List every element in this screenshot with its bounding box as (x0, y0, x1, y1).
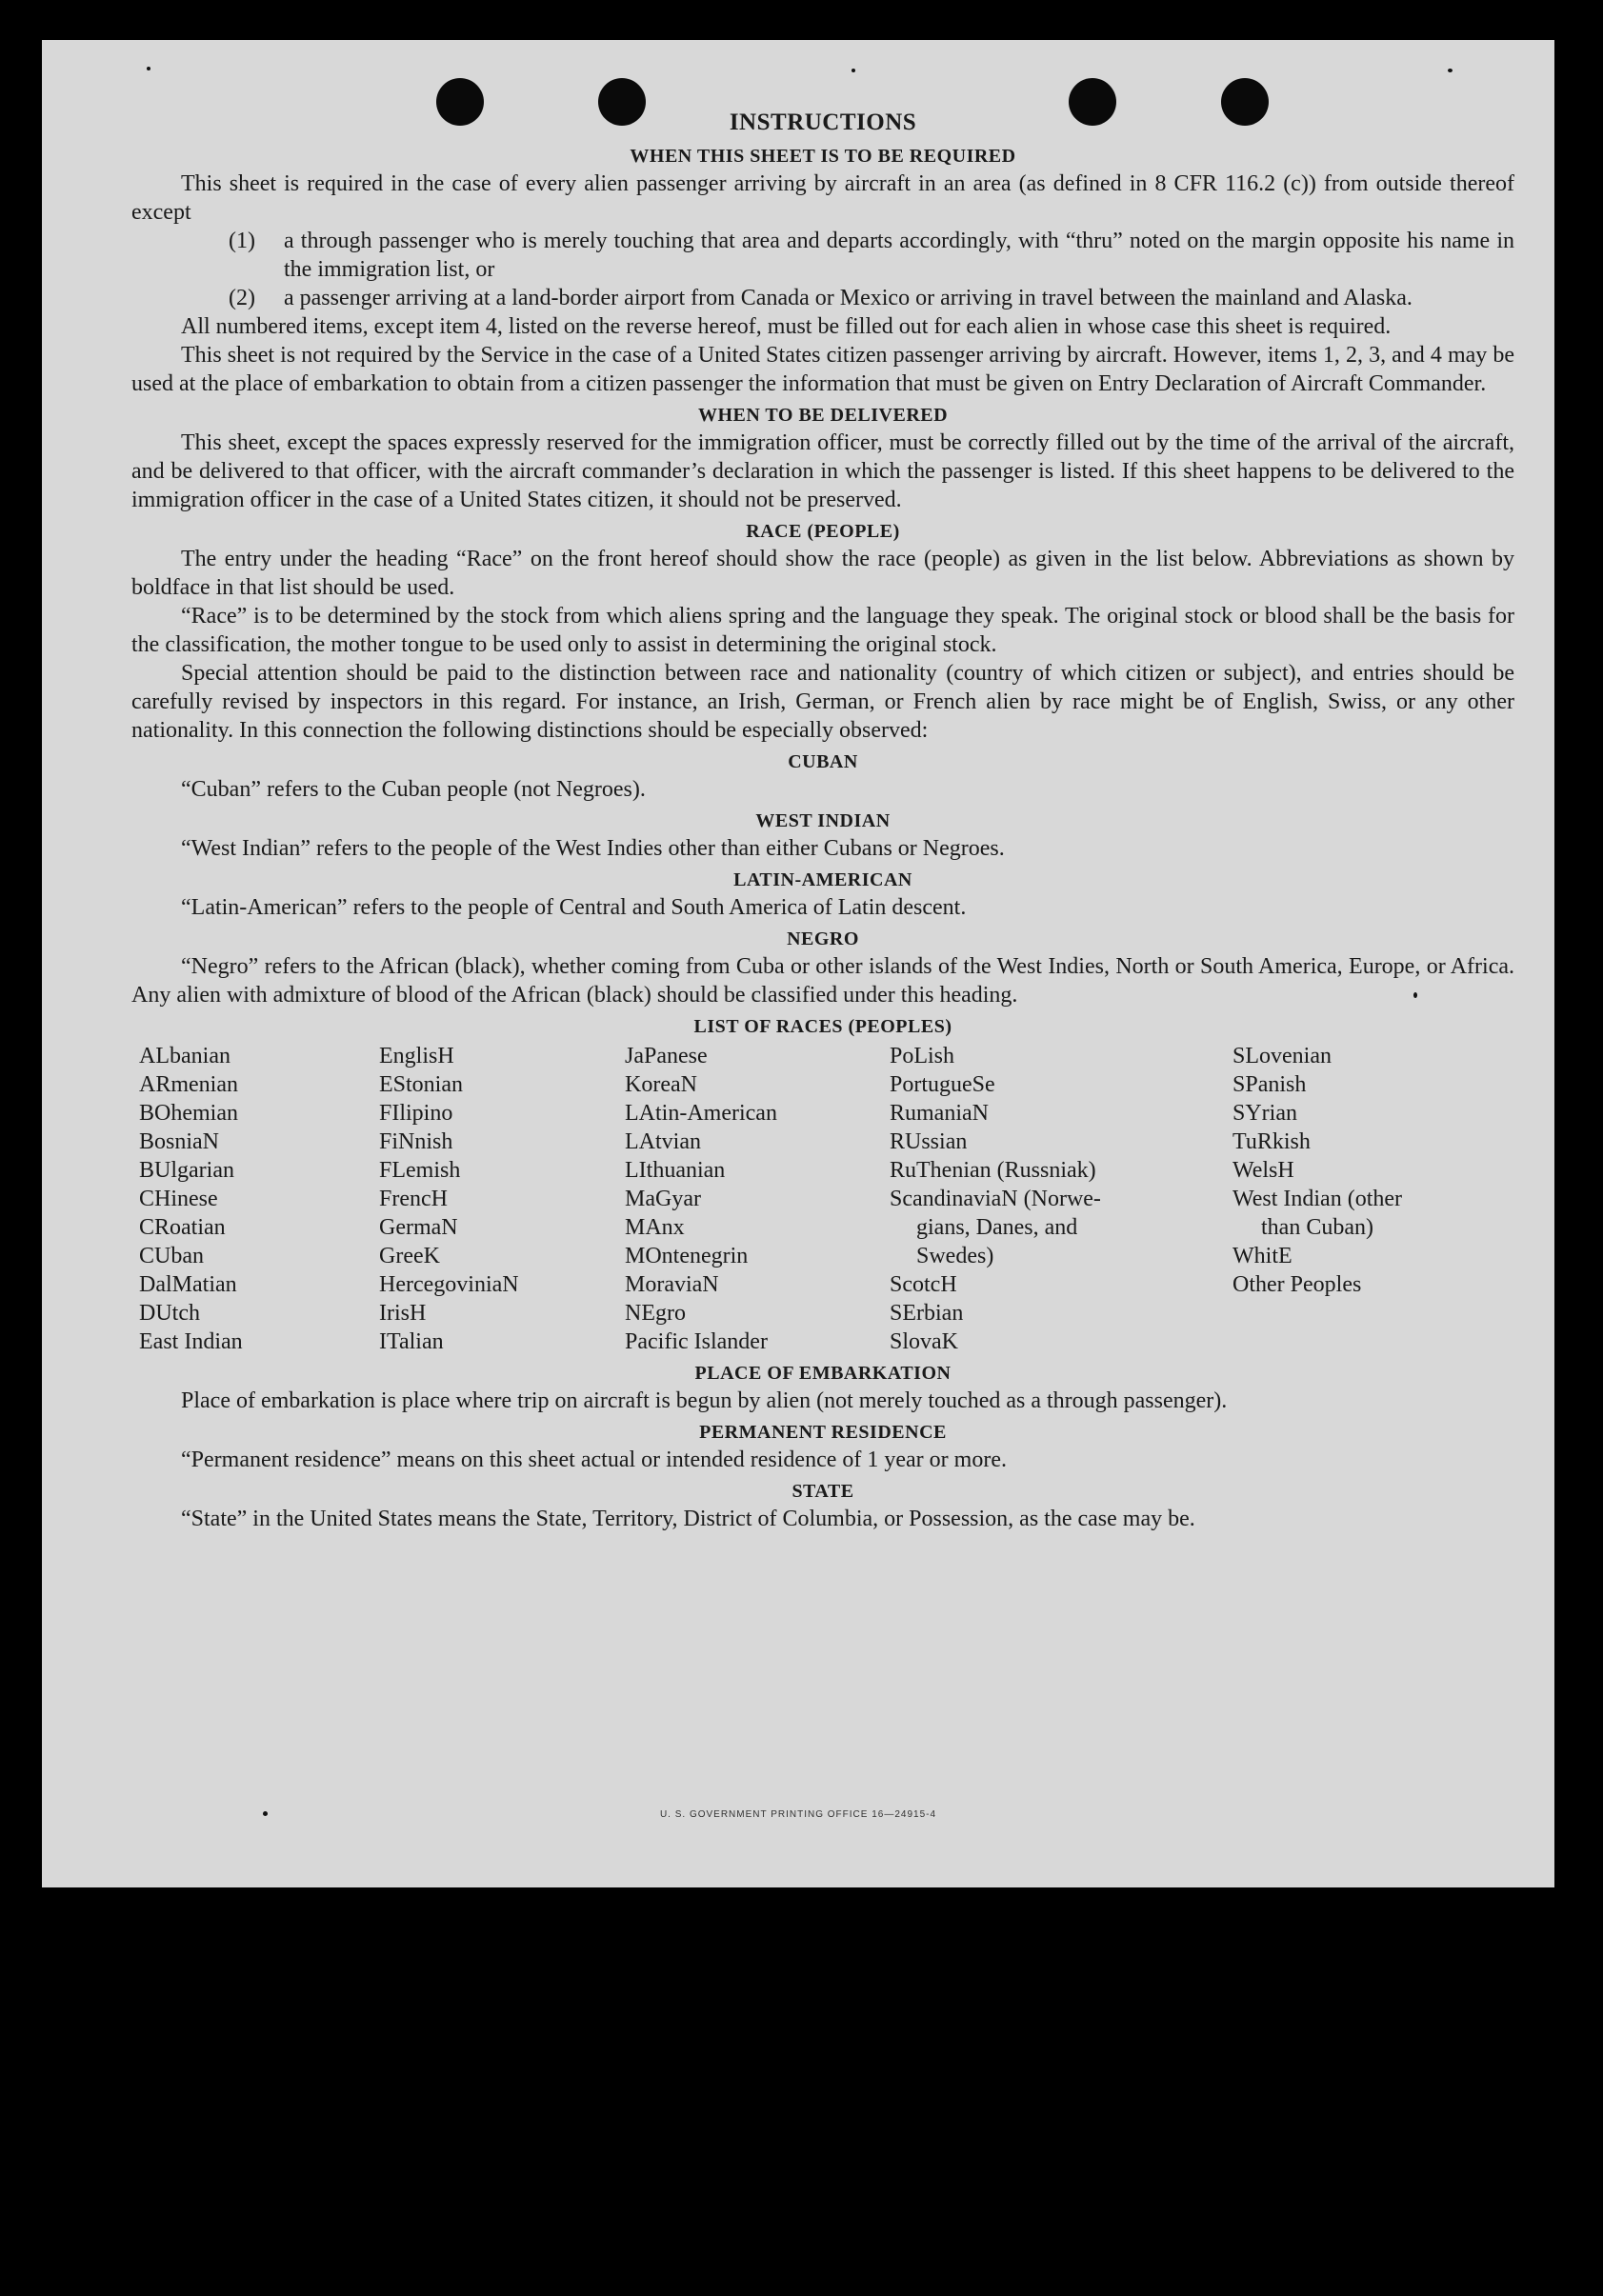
item-number: (1) (229, 229, 255, 253)
race-entry: LAtin-American (625, 1101, 777, 1126)
section-heading-residence: PERMANENT RESIDENCE (699, 1422, 947, 1443)
embarkation-text: Place of embarkation is place where trip on aircraft is begun by alien (not merely touched as a through passenger). (181, 1388, 1228, 1413)
race-entry: gians, Danes, and (916, 1215, 1078, 1240)
race-entry: HercegoviniaN (379, 1272, 519, 1297)
race-entry: Pacific Islander (625, 1329, 768, 1354)
required-para-2: All numbered items, except item 4, listed on the reverse hereof, must be filled out for each alien in whose case this sheet is required. (181, 314, 1392, 339)
race-entry: BUlgarian (139, 1158, 234, 1183)
race-entry: FLemish (379, 1158, 461, 1183)
document-sheet (42, 40, 1554, 1887)
race-entry: RUssian (890, 1129, 968, 1154)
races-column (379, 1042, 625, 1356)
race-entry: CRoatian (139, 1215, 226, 1240)
printing-office-footer: U. S. GOVERNMENT PRINTING OFFICE 16—24915-4 (659, 1809, 937, 1820)
race-entry: ARmenian (139, 1072, 238, 1097)
section-heading-delivered: WHEN TO BE DELIVERED (697, 405, 949, 426)
ink-speck (852, 69, 855, 72)
latin-american-text: “Latin-American” refers to the people of Central and South America of Latin descent. (181, 895, 967, 920)
races-column (890, 1042, 1232, 1356)
race-entry: Swedes) (916, 1244, 994, 1268)
races-table (139, 1042, 1514, 1356)
race-entry: East Indian (139, 1329, 243, 1354)
ink-speck (1448, 69, 1453, 72)
race-entry: PoLish (890, 1044, 955, 1068)
state-text: “State” in the United States means the State, Territory, District of Columbia, or Possession, as the case may be. (181, 1507, 1195, 1531)
section-heading-required: WHEN THIS SHEET IS TO BE REQUIRED (630, 146, 1016, 167)
race-entry: than Cuban) (1261, 1215, 1373, 1240)
race-entry: KoreaN (625, 1072, 697, 1097)
race-entry: FIlipino (379, 1101, 453, 1126)
race-para-3: Special attention should be paid to the distinction between race and nationality (country of which citizen or subject), and entries should be carefully revised by inspectors in this regard. For instance, an Irish, German, or French alien by race might be of English, Swiss, or any other nationality. In this connection the following distinctions should be especially observed: (131, 661, 1514, 743)
race-entry: MaGyar (625, 1187, 701, 1211)
delivered-text: This sheet, except the spaces expressly reserved for the immigration officer, must be correctly filled out by the time of the arrival of the aircraft, and be delivered to that officer, with the aircraft commander’s declaration in which the passenger is listed. If this sheet happens to be delivered to the immigration officer in the case of a United States citizen, it should not be preserved. (131, 430, 1514, 512)
race-entry: CUban (139, 1244, 204, 1268)
cuban-text: “Cuban” refers to the Cuban people (not Negroes). (181, 777, 646, 802)
race-entry: SLovenian (1232, 1044, 1332, 1068)
race-entry: LIthuanian (625, 1158, 726, 1183)
race-entry: MOntenegrin (625, 1244, 749, 1268)
race-entry: West Indian (other (1232, 1187, 1403, 1211)
negro-text: “Negro” refers to the African (black), whether coming from Cuba or other islands of the West Indies, North or South America, Europe, or Africa. Any alien with admixture of blood of the African (black) should be classified under this heading. (131, 954, 1514, 1008)
instructions-body (131, 107, 1514, 1533)
race-entry: WelsH (1232, 1158, 1294, 1183)
item-text: a passenger arriving at a land-border airport from Canada or Mexico or arriving in travel between the mainland and Alaska. (284, 286, 1413, 310)
race-entry: DUtch (139, 1301, 200, 1326)
race-entry: ITalian (379, 1329, 444, 1354)
required-para-3: This sheet is not required by the Service in the case of a United States citizen passenger arriving by aircraft. However, items 1, 2, 3, and 4 may be used at the place of embarkation to obtain from a citizen passenger the information that must be given on Entry Declaration of Aircraft Commander. (131, 343, 1514, 396)
races-column (139, 1042, 379, 1356)
race-entry: GreeK (379, 1244, 440, 1268)
race-entry: BOhemian (139, 1101, 238, 1126)
west-indian-text: “West Indian” refers to the people of the West Indies other than either Cubans or Negroes. (181, 836, 1005, 861)
section-heading-negro: NEGRO (787, 928, 859, 949)
race-entry: SlovaK (890, 1329, 958, 1354)
race-entry: ScandinaviaN (Norwe- (890, 1187, 1101, 1211)
race-entry: ScotcH (890, 1272, 957, 1297)
section-heading-cuban: CUBAN (788, 751, 858, 772)
section-heading-embarkation: PLACE OF EMBARKATION (694, 1363, 952, 1384)
race-entry: FiNnish (379, 1129, 453, 1154)
exception-item (229, 284, 1514, 312)
ink-speck (147, 67, 150, 70)
race-entry: Other Peoples (1232, 1272, 1362, 1297)
race-entry: GermaN (379, 1215, 458, 1240)
race-para-1: The entry under the heading “Race” on the front hereof should show the race (people) as given in the list below. Abbreviations as shown by boldface in that list should be used. (131, 547, 1514, 600)
race-entry: SYrian (1232, 1101, 1297, 1126)
race-entry: IrisH (379, 1301, 427, 1326)
item-text: a through passenger who is merely touching that area and departs accordingly, with “thru” noted on the margin opposite his name in the immigration list, or (284, 229, 1514, 282)
section-heading-state: STATE (791, 1481, 854, 1502)
race-entry: SPanish (1232, 1072, 1307, 1097)
race-entry: NEgro (625, 1301, 686, 1326)
race-entry: ALbanian (139, 1044, 230, 1068)
race-entry: CHinese (139, 1187, 218, 1211)
page-title: INSTRUCTIONS (729, 110, 917, 135)
race-entry: RumaniaN (890, 1101, 989, 1126)
race-entry: TuRkish (1232, 1129, 1311, 1154)
race-entry: MAnx (625, 1215, 685, 1240)
race-entry: EnglisH (379, 1044, 454, 1068)
section-heading-west-indian: WEST INDIAN (755, 810, 891, 831)
race-entry: DalMatian (139, 1272, 237, 1297)
item-number: (2) (229, 286, 255, 310)
races-column (1232, 1042, 1471, 1356)
race-entry: RuThenian (Russniak) (890, 1158, 1096, 1183)
race-entry: MoraviaN (625, 1272, 719, 1297)
section-heading-races-list: LIST OF RACES (PEOPLES) (693, 1016, 952, 1037)
race-entry: EStonian (379, 1072, 463, 1097)
race-para-2: “Race” is to be determined by the stock from which aliens spring and the language they speak. The original stock or blood shall be the basis for the classification, the mother tongue to be used only to assist in determining the original stock. (131, 604, 1514, 657)
race-entry: PortugueSe (890, 1072, 995, 1097)
race-entry: FrencH (379, 1187, 448, 1211)
race-entry: WhitE (1232, 1244, 1292, 1268)
race-entry: BosniaN (139, 1129, 219, 1154)
exception-item (229, 227, 1514, 284)
race-entry: JaPanese (625, 1044, 708, 1068)
race-entry: LAtvian (625, 1129, 701, 1154)
races-column (625, 1042, 890, 1356)
section-heading-latin-american: LATIN-AMERICAN (733, 869, 912, 890)
race-entry: SErbian (890, 1301, 964, 1326)
required-intro: This sheet is required in the case of every alien passenger arriving by aircraft in an area (as defined in 8 CFR 116.2 (c)) from outside thereof except (131, 171, 1514, 225)
section-heading-race: RACE (PEOPLE) (746, 521, 900, 542)
residence-text: “Permanent residence” means on this sheet actual or intended residence of 1 year or more. (181, 1447, 1007, 1472)
